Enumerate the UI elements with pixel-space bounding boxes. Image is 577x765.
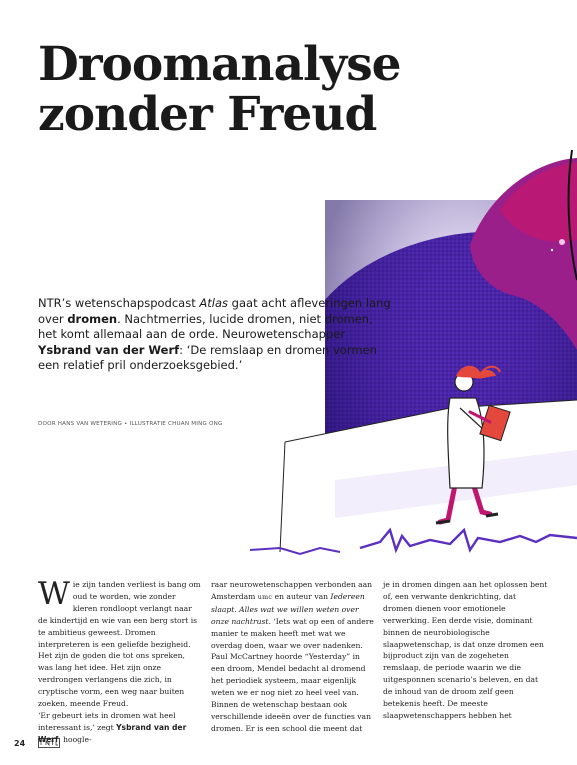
intro-paragraph: NTR’s wetenschapspodcast Atlas gaat acht afleveringen lang over dromen. Nachtmerries, lucide dromen, niet dromen, het komt allemaal aan de orde. Neurowetenschapper Ysbrand van der Werf: ‘De remslaap en dromen vormen een relatief pril onderzoeksgebied.’ (38, 296, 391, 372)
topic-highlight: dromen (67, 311, 118, 326)
article-title (38, 37, 401, 142)
title-line-2: zonder Freud (38, 87, 377, 142)
drop-cap: W (38, 576, 70, 612)
body-column-1: Wie zijn tanden verliest is bang om oud te worden, wie zonder kleren rondloopt verlangt naar de kindertijd en wie van een berg stort is te ambitieus geweest. Dromen interpreteren is een geliefde bezigheid. Het zijn de goden die tot ons spreken, was lang het idee. Het zijn onze verdrongen verlangens die zich, in cryptische vorm, een weg naar buiten zoeken, meende Freud. ‘Er gebeurt iets in dromen wat heel interessant is,’ zegt Ysbrand van der Werf, hoogle- (38, 576, 201, 744)
body-column-2: raar neurowetenschappen verbonden aan Amsterdam umc en auteur van Iedereen slaapt. Alles wat we willen weten over onze nachtrust. ‘Iets wat op een of andere manier te maken heeft met wat we overdag doen, waar we over nadenken. Paul McCartney hoorde “Yesterday” in een droom, Mendel bedacht al dromend het periodiek systeem, maar eigenlijk weten we er nog niet zo heel veel van. Binnen de wetenschap bestaan ook verschillende ideeën over de functies van dromen. Er is een school die meent dat (211, 580, 374, 733)
expert-name-inline: Ysbrand van der Werf (38, 722, 187, 744)
podcast-name: Atlas (199, 296, 229, 310)
magazine-logo-icon (38, 738, 60, 748)
body-column-3: je in dromen dingen aan het oplossen bent of, een verwante denkrichting, dat dromen dienen voor emotionele verwerking. Een derde visie, dominant binnen de neurobiologische slaapwetenschap, is dat onze dromen een bijproduct zijn van de zogeheten remslaap, de periode waarin we die uitgesponnen scenario’s beleven, en dat de inhoud van de droom zelf geen betekenis heeft. De meeste slaapwetenschappers hebben het (383, 580, 548, 720)
expert-name: Ysbrand van der Werf (38, 342, 180, 357)
byline: DOOR HANS VAN WETERING • ILLUSTRATIE CHUAN MING ONG (38, 421, 223, 427)
title-line-1: Droomanalyse (38, 37, 401, 92)
book-title: Iedereen slaapt. Alles wat we willen weten over onze nachtrust (211, 591, 365, 626)
page-number: 24 (14, 739, 26, 748)
